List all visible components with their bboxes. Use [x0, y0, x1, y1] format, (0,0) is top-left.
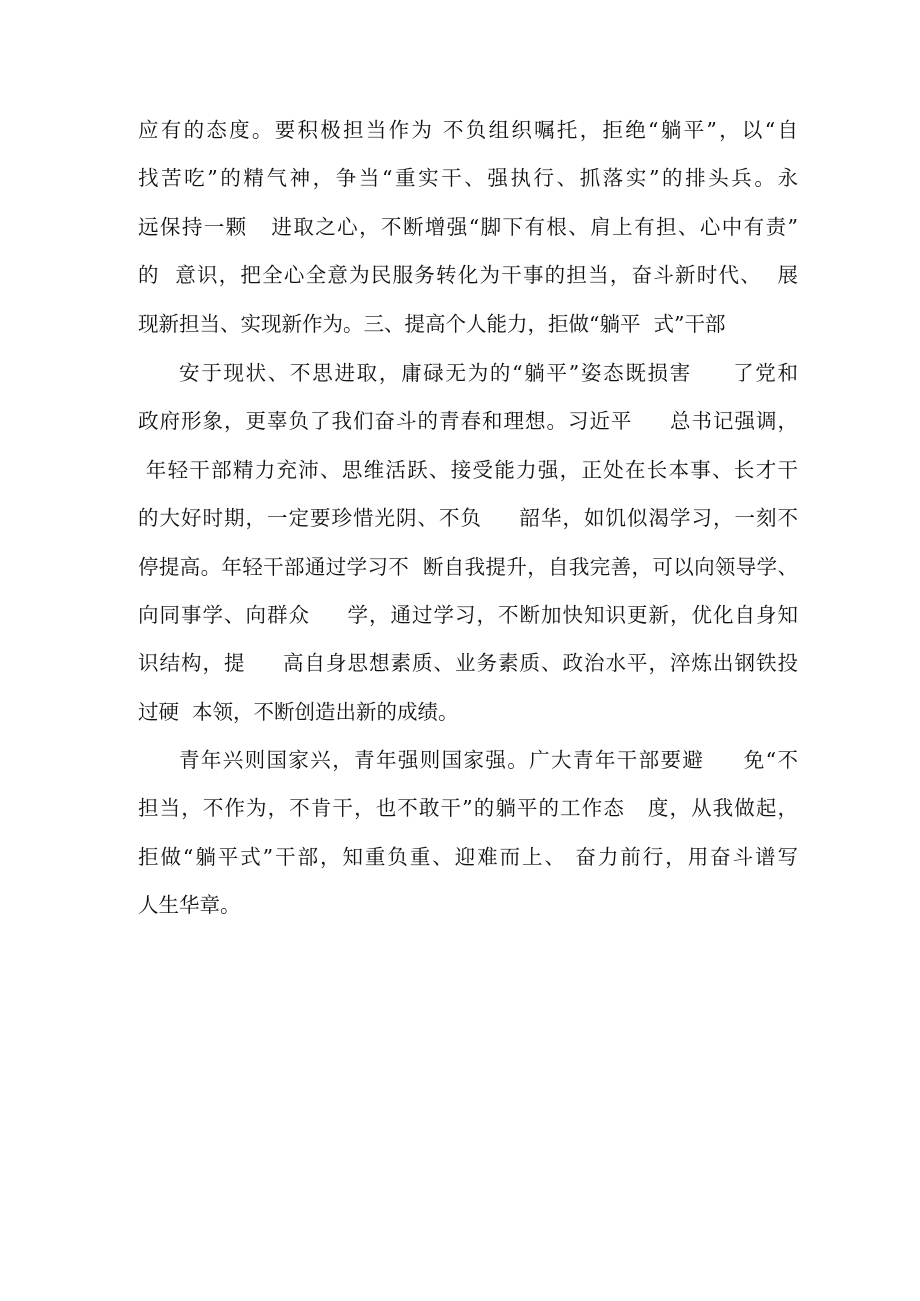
- text-line: 安于现状、不思进取，庸碌无为的“躺平”姿态既损害 了党和: [179, 361, 798, 385]
- text-line: 向同事学、向群众 学，通过学习，不断加快知识更新，优化自身知: [138, 602, 798, 627]
- text-line: 过硬 本领，不断创造出新的成绩。: [138, 699, 459, 724]
- paragraph-continuation: [138, 106, 798, 348]
- text-line: 远保持一颗 进取之心，不断增强“脚下有根、肩上有担、心中有责”: [138, 214, 798, 239]
- text-line: 人生华章。: [138, 893, 241, 918]
- paragraph-youth: [138, 736, 798, 930]
- text-line: 担当，不作为，不肯干，也不敢干”的躺平的工作态 度，从我做起，: [138, 796, 798, 821]
- text-line: 现新担当、实现新作为。三、提高个人能力，拒做“躺平 式”干部: [138, 311, 726, 336]
- text-line: 政府形象，更辜负了我们奋斗的青春和理想。习近平 总书记强调，: [138, 409, 798, 434]
- text-line: 年轻干部精力充沛、思维活跃、接受能力强，正处在长本事、长才干: [138, 457, 798, 482]
- paragraph-ability: [138, 349, 798, 736]
- text-line: 识结构，提 高自身思想素质、业务素质、政治水平，淬炼出钢铁投: [138, 651, 798, 676]
- text-line: 的大好时期，一定要珍惜光阴、不负 韶华，如饥似渴学习，一刻不: [138, 506, 798, 531]
- text-line: 拒做“躺平式”干部，知重负重、迎难而上、 奋力前行，用奋斗谱写: [138, 844, 798, 869]
- text-line: 青年兴则国家兴，青年强则国家强。广大青年干部要避 免“不: [179, 748, 798, 772]
- text-line: 找苦吃”的精气神，争当“重实干、强执行、抓落实”的排头兵。永: [138, 166, 798, 191]
- text-line: 应有的态度。要积极担当作为 不负组织嘱托，拒绝“躺平”，以“自: [138, 118, 798, 142]
- text-line: 的 意识，把全心全意为民服务转化为干事的担当，奋斗新时代、 展: [138, 263, 798, 288]
- text-line: 停提高。年轻干部通过学习不 断自我提升，自我完善，可以向领导学、: [138, 554, 798, 579]
